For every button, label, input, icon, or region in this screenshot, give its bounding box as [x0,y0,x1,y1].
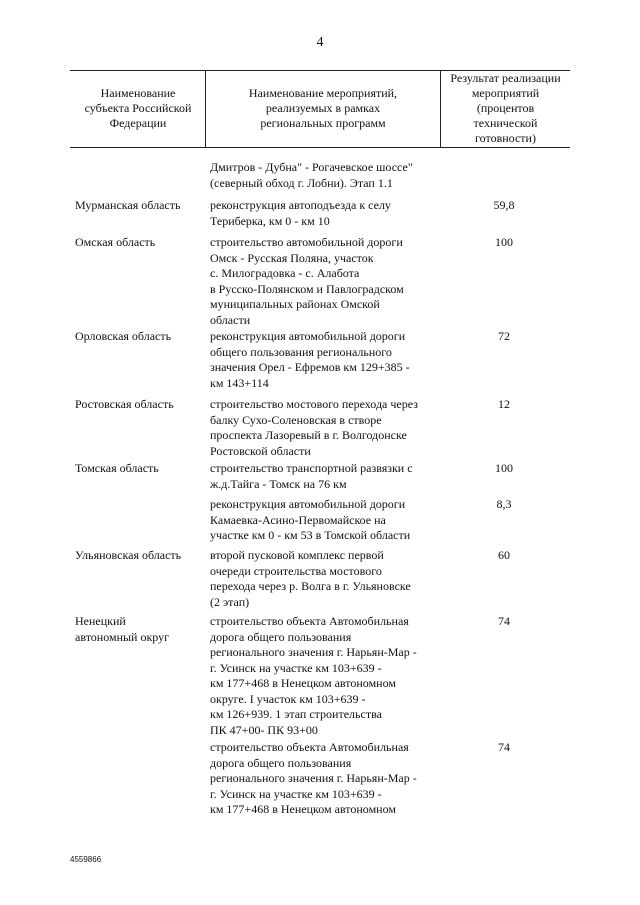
header-region: Наименование субъекта Российской Федерации [84,86,192,130]
row-1-activity: реконструкция автоподъезда к селу Териберка, км 0 - км 10 [210,198,391,228]
row-5-activity: строительство транспортной развязки с ж.д.Тайга - Томск на 76 км [210,461,413,491]
table-header-bottom-border [70,147,570,148]
row-3-region: Орловская область [75,329,172,343]
row-9-activity: строительство объекта Автомобильная дорога общего пользования регионального значения г. Нарьян-Мар - г. Усинск на участке км 103+639 - км 177+468 в Ненецком автономном [210,740,417,816]
row-1-region: Мурманская область [75,198,181,212]
row-5-result: 100 [495,461,513,475]
row-3-result: 72 [498,329,510,343]
header-activity: Наименование мероприятий, реализуемых в рамках региональных программ [248,86,398,130]
row-2-activity: строительство автомобильной дороги Омск - Русская Поляна, участок с. Милоградовка - с. Алабота в Русско-Полянском и Павлоградском муниципальных районах Омской области [210,235,404,327]
document-code: 4559866 [70,855,102,864]
row-9-result: 74 [498,740,510,754]
column-divider-1 [205,70,206,147]
row-3-activity: реконструкция автомобильной дороги общего пользования регионального значения Орел - Ефремов км 129+385 - км 143+114 [210,329,410,390]
row-2-region: Омская область [75,235,156,249]
row-4-region: Ростовская область [75,397,174,411]
header-result: Результат реализации мероприятий (процентов технической готовности) [450,71,561,145]
row-6-result: 8,3 [496,497,512,511]
row-4-activity: строительство мостового перехода через балку Сухо-Соленовская в створе проспекта Лазоревый в г. Волгодонске Ростовской области [210,397,418,458]
row-0-activity: Дмитров - Дубна" - Рогачевское шоссе" (северный обход г. Лобни). Этап 1.1 [210,160,413,190]
row-2-result: 100 [495,235,513,249]
row-7-region: Ульяновская область [75,548,182,562]
row-4-result: 12 [498,397,510,411]
row-8-activity: строительство объекта Автомобильная дорога общего пользования регионального значения г. Нарьян-Мар - г. Усинск на участке км 103+639 - км 177+468 в Ненецком автономном округе. I участок км 103+639 - км 126+939. 1 этап строительства ПК 47+00- ПК 93+00 [210,614,417,737]
row-7-result: 60 [498,548,510,562]
page-number: 4 [316,35,324,50]
row-5-region: Томская область [75,461,159,475]
row-8-region: Ненецкий автономный округ [75,614,170,644]
row-8-result: 74 [498,614,510,628]
row-1-result: 59,8 [493,198,515,212]
row-6-activity: реконструкция автомобильной дороги Камаевка-Асино-Первомайское на участке км 0 - км 53 в Томской области [210,497,411,542]
row-7-activity: второй пусковой комплекс первой очереди строительства мостового перехода через р. Волга в г. Ульяновске (2 этап) [210,548,411,609]
